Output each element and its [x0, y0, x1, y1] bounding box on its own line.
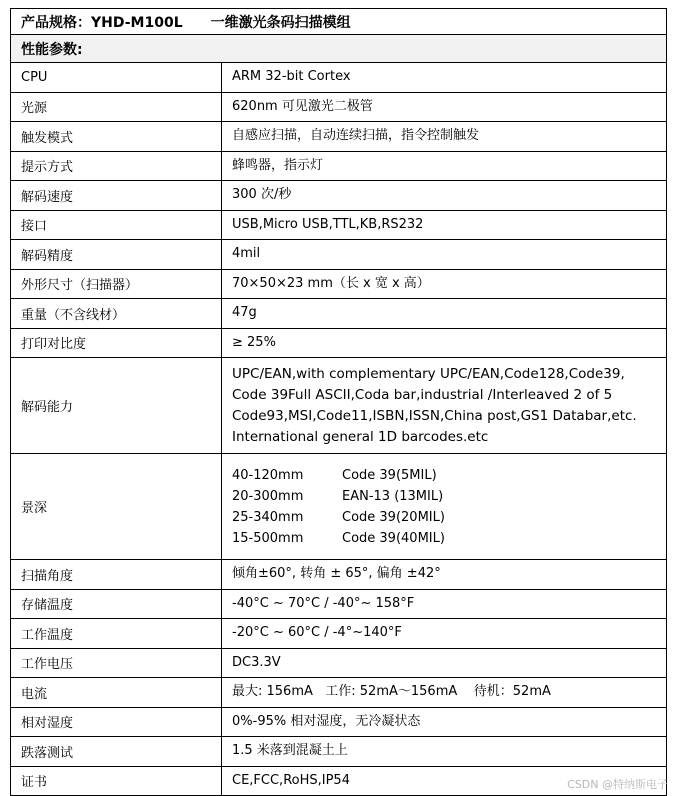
product-name: 一维激光条码扫描模组 [210, 14, 351, 31]
product-model: 产品规格：YHD-M100L [21, 14, 183, 31]
spec-label: 工作温度 [11, 619, 222, 649]
spec-row-operating-temp [11, 619, 667, 649]
dof-entry [232, 486, 656, 507]
spec-row-decode-speed [11, 181, 667, 211]
spec-label: 存储温度 [11, 589, 222, 619]
page-title [11, 9, 667, 35]
spec-label: 跌落测试 [11, 737, 222, 767]
spec-row-humidity [11, 707, 667, 737]
spec-label: 景深 [11, 454, 222, 560]
spec-value: 4mil [222, 240, 667, 270]
spec-row-decode-capability [11, 358, 667, 454]
spec-row-light-source [11, 92, 667, 122]
spec-row-scan-angle [11, 560, 667, 590]
spec-label: 提示方式 [11, 151, 222, 181]
dof-range: 15-500mm [232, 530, 304, 546]
dof-entry [232, 528, 656, 549]
spec-label: CPU [11, 63, 222, 93]
spec-value: 倾角±60°, 转角 ± 65°, 偏角 ±42° [222, 560, 667, 590]
spec-value: CE,FCC,RoHS,IP54 [222, 766, 667, 796]
dof-entry [232, 507, 656, 528]
spec-label: 工作电压 [11, 648, 222, 678]
spec-row-storage-temp [11, 589, 667, 619]
dof-code: Code 39(5MIL) [342, 467, 437, 483]
dof-range: 40-120mm [232, 467, 304, 483]
symbology-line: Code93,MSI,Code11,ISBN,ISSN,China post,GS1 Databar,etc. [232, 407, 637, 424]
spec-row-resolution [11, 240, 667, 270]
spec-value: 47g [222, 299, 667, 329]
spec-row-weight [11, 299, 667, 329]
spec-value: 0%-95% 相对湿度，无冷凝状态 [222, 707, 667, 737]
spec-label: 触发模式 [11, 122, 222, 152]
spec-value: 最大: 156mA 工作: 52mA～156mA 待机：52mA [222, 678, 667, 708]
section-heading: 性能参数: [11, 35, 667, 63]
dof-code: Code 39(20MIL) [342, 509, 445, 525]
spec-label: 电流 [11, 678, 222, 708]
spec-row-interface [11, 210, 667, 240]
spec-row-contrast [11, 328, 667, 358]
spec-label: 光源 [11, 92, 222, 122]
dof-entry [232, 465, 656, 486]
section-row [11, 35, 667, 63]
spec-label: 解码能力 [11, 358, 222, 454]
spec-value: 620nm 可见激光二极管 [222, 92, 667, 122]
spec-value [222, 454, 667, 560]
symbology-line: Code 39Full ASCII,Coda bar,industrial /Interleaved 2 of 5 [232, 386, 613, 403]
spec-row-trigger [11, 122, 667, 152]
spec-value: -40°C ~ 70°C / -40°~ 158°F [222, 589, 667, 619]
spec-label: 相对湿度 [11, 707, 222, 737]
spec-value [222, 358, 667, 454]
spec-value: -20°C ~ 60°C / -4°~140°F [222, 619, 667, 649]
spec-value: 70×50×23 mm（长 x 宽 x 高） [222, 269, 667, 299]
spec-label: 外形尺寸（扫描器） [11, 269, 222, 299]
spec-row-drop-test [11, 737, 667, 767]
spec-value: 自感应扫描，自动连续扫描，指令控制触发 [222, 122, 667, 152]
spec-value: ARM 32-bit Cortex [222, 63, 667, 93]
spec-value: DC3.3V [222, 648, 667, 678]
spec-row-cpu [11, 63, 667, 93]
spec-row-depth-of-field [11, 454, 667, 560]
spec-label: 接口 [11, 210, 222, 240]
spec-label: 证书 [11, 766, 222, 796]
spec-label: 扫描角度 [11, 560, 222, 590]
dof-code: EAN-13 (13MIL) [342, 488, 444, 504]
spec-row-voltage [11, 648, 667, 678]
spec-value: 1.5 米落到混凝土上 [222, 737, 667, 767]
title-row [11, 9, 667, 35]
symbology-line: UPC/EAN,with complementary UPC/EAN,Code128,Code39, [232, 365, 625, 382]
spec-label: 重量（不含线材） [11, 299, 222, 329]
dof-code: Code 39(40MIL) [342, 530, 445, 546]
spec-label: 打印对比度 [11, 328, 222, 358]
spec-row-current [11, 678, 667, 708]
dof-range: 25-340mm [232, 509, 304, 525]
spec-table [10, 8, 667, 796]
spec-value: 300 次/秒 [222, 181, 667, 211]
symbology-line: International general 1D barcodes.etc [232, 428, 489, 445]
spec-label: 解码速度 [11, 181, 222, 211]
spec-label: 解码精度 [11, 240, 222, 270]
spec-value: USB,Micro USB,TTL,KB,RS232 [222, 210, 667, 240]
spec-value: ≥ 25% [222, 328, 667, 358]
spec-sheet [10, 8, 666, 796]
watermark: CSDN @特纳斯电子 [567, 778, 668, 791]
spec-row-indicator [11, 151, 667, 181]
spec-row-dimensions [11, 269, 667, 299]
dof-range: 20-300mm [232, 488, 304, 504]
spec-value: 蜂鸣器，指示灯 [222, 151, 667, 181]
